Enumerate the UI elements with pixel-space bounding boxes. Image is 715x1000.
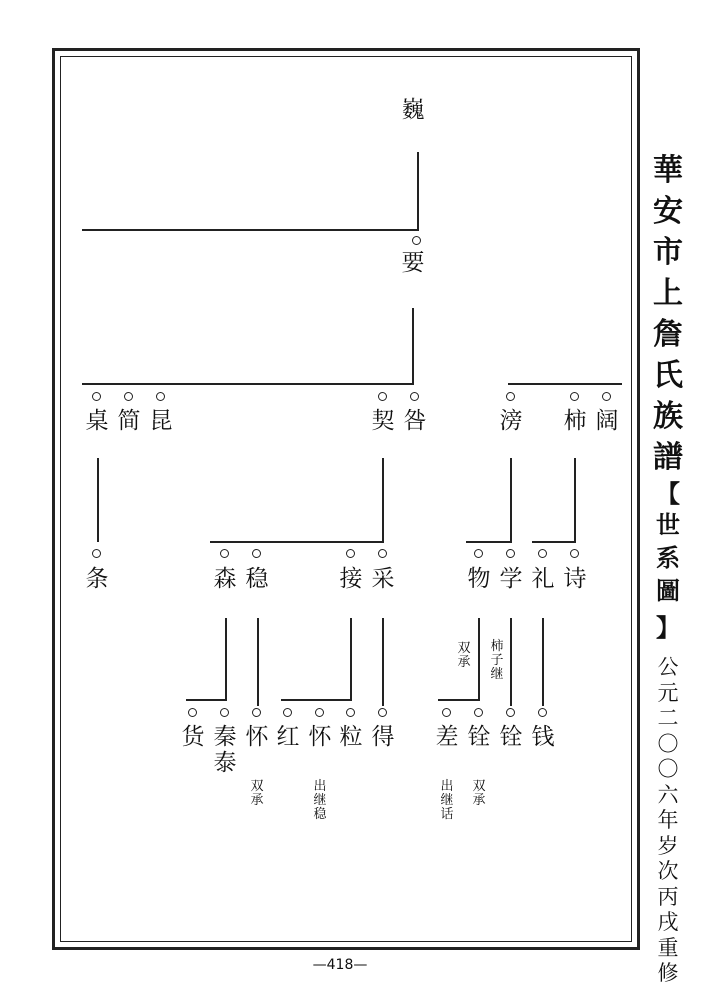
person-name: 粒 bbox=[339, 724, 363, 750]
node-circle bbox=[252, 708, 261, 717]
node-circle bbox=[220, 708, 229, 717]
node-circle bbox=[378, 549, 387, 558]
node-circle bbox=[474, 549, 483, 558]
person-name: 要 bbox=[401, 250, 425, 276]
node-circle bbox=[570, 549, 579, 558]
person-name: 阔 bbox=[595, 408, 619, 434]
person-name: 货 bbox=[181, 724, 205, 750]
person-name: 简 bbox=[117, 408, 141, 434]
person-name: 钱 bbox=[531, 724, 555, 750]
node-circle bbox=[506, 708, 515, 717]
node-circle bbox=[442, 708, 451, 717]
person-name: 怀 bbox=[308, 724, 332, 750]
node-circle bbox=[602, 392, 611, 401]
annotation-note: 双承 bbox=[472, 779, 486, 808]
node-circle bbox=[570, 392, 579, 401]
node-circle bbox=[538, 549, 547, 558]
node-circle bbox=[252, 549, 261, 558]
node-circle bbox=[220, 549, 229, 558]
person-name: 柿 bbox=[563, 408, 587, 434]
node-circle bbox=[378, 392, 387, 401]
person-name: 条 bbox=[85, 566, 109, 592]
node-circle bbox=[124, 392, 133, 401]
person-name: 诗 bbox=[563, 566, 587, 592]
person-name: 差 bbox=[435, 724, 459, 750]
node-circle bbox=[92, 549, 101, 558]
node-circle bbox=[412, 236, 421, 245]
node-circle bbox=[538, 708, 547, 717]
person-name: 稳 bbox=[245, 566, 269, 592]
page-frame-inner bbox=[60, 56, 632, 942]
page-number: —418— bbox=[312, 957, 368, 973]
section-bracket-close: 】 bbox=[656, 613, 680, 642]
person-name: 物 bbox=[467, 566, 491, 592]
person-name: 森 bbox=[213, 566, 237, 592]
edition-note: 公元二〇〇六年岁次丙戌重修 bbox=[657, 655, 679, 985]
annotation-note: 双承 bbox=[457, 641, 471, 670]
node-circle bbox=[346, 708, 355, 717]
annotation-note: 出继话 bbox=[440, 779, 454, 822]
person-name: 得 bbox=[371, 724, 395, 750]
person-name: 红 bbox=[276, 724, 300, 750]
node-circle bbox=[506, 549, 515, 558]
node-circle bbox=[410, 392, 419, 401]
node-circle bbox=[315, 708, 324, 717]
node-circle bbox=[474, 708, 483, 717]
annotation-note: 柿子继 bbox=[490, 639, 504, 682]
node-circle bbox=[283, 708, 292, 717]
person-name: 巍 bbox=[401, 97, 425, 123]
node-circle bbox=[156, 392, 165, 401]
person-name: 接 bbox=[339, 566, 363, 592]
annotation-note: 出继稳 bbox=[313, 779, 327, 822]
person-name: 礼 bbox=[531, 566, 555, 592]
person-name: 桌 bbox=[85, 408, 109, 434]
person-name: 契 bbox=[371, 408, 395, 434]
node-circle bbox=[92, 392, 101, 401]
node-circle bbox=[188, 708, 197, 717]
person-name: 铨 bbox=[499, 724, 523, 750]
person-name: 铨 bbox=[467, 724, 491, 750]
node-circle bbox=[346, 549, 355, 558]
node-circle bbox=[506, 392, 515, 401]
person-name: 昆 bbox=[149, 408, 173, 434]
person-name: 采 bbox=[371, 566, 395, 592]
annotation-note: 双承 bbox=[250, 779, 264, 808]
person-name: 秦泰 bbox=[213, 724, 237, 776]
person-name: 滂 bbox=[499, 408, 523, 434]
person-name: 学 bbox=[499, 566, 523, 592]
node-circle bbox=[378, 708, 387, 717]
section-label: 世系圖 bbox=[656, 510, 680, 605]
person-name: 咎 bbox=[403, 408, 427, 434]
book-title: 華安市上詹氏族譜 bbox=[653, 153, 683, 475]
section-bracket-open: 【 bbox=[656, 479, 680, 508]
person-name: 怀 bbox=[245, 724, 269, 750]
